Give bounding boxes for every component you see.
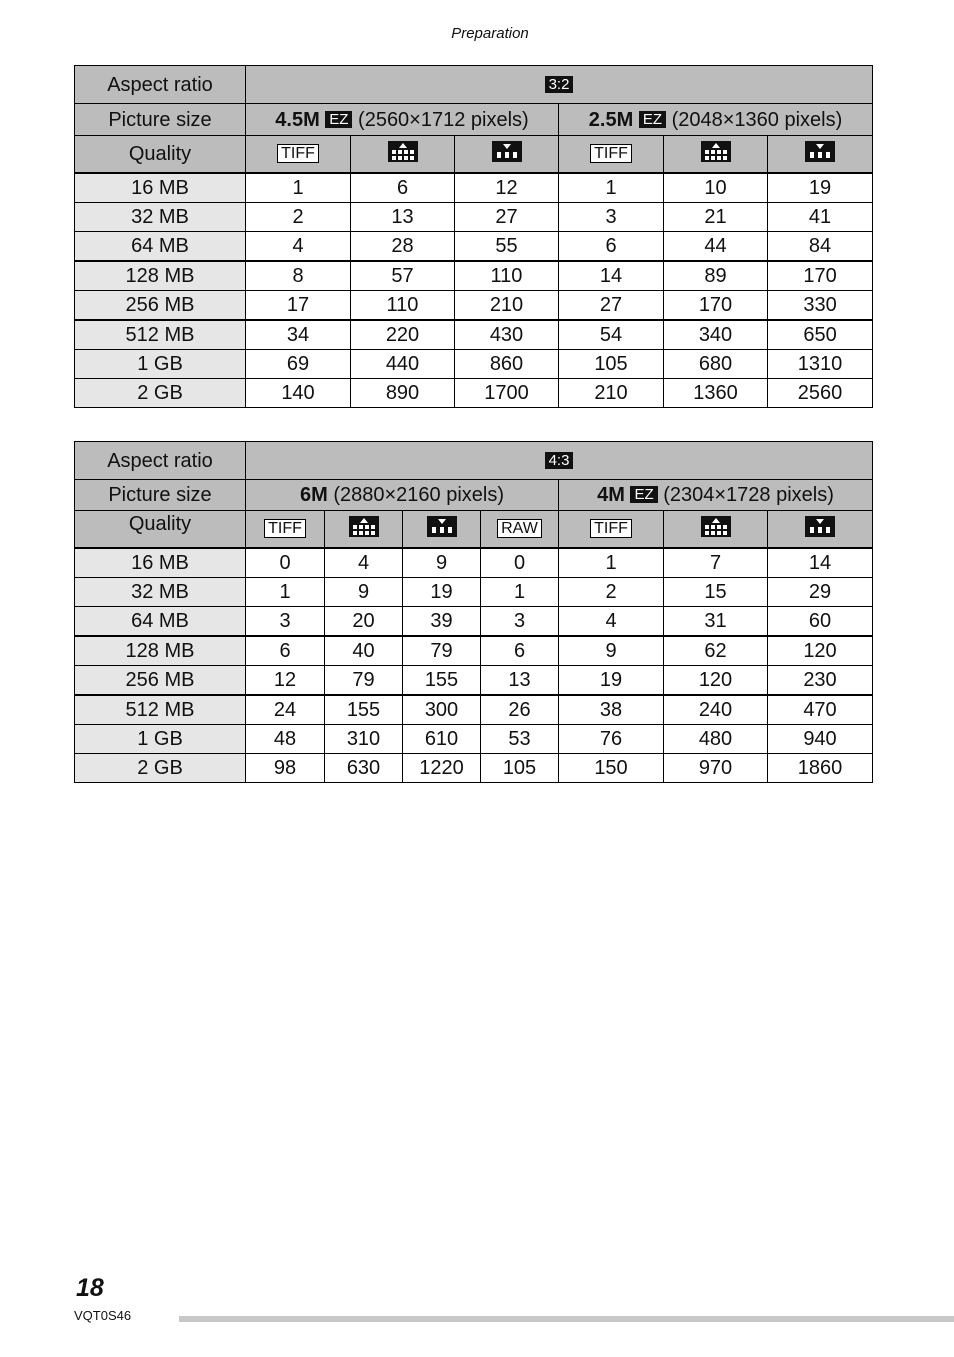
picture-count-cell: 7 [664, 548, 768, 578]
picture-count-cell: 4 [559, 607, 664, 637]
picture-count-cell: 57 [351, 261, 455, 291]
picture-count-cell: 155 [325, 695, 403, 725]
picture-count-cell: 89 [664, 261, 768, 291]
picture-count-cell: 34 [246, 320, 351, 350]
card-capacity-label: 256 MB [75, 666, 246, 696]
card-capacity-label: 64 MB [75, 232, 246, 262]
quality-standard-icon [805, 141, 835, 170]
picture-count-cell: 240 [664, 695, 768, 725]
quality-tiff [246, 136, 351, 174]
card-capacity-label: 1 GB [75, 350, 246, 379]
picture-size-b [559, 480, 873, 511]
picture-count-cell: 2560 [768, 379, 873, 408]
picture-count-cell: 1700 [455, 379, 559, 408]
picture-count-cell: 170 [664, 291, 768, 321]
table-row [75, 666, 873, 696]
aspect-ratio-label: Aspect ratio [75, 442, 246, 480]
picture-size-pixels: (2304×1728 pixels) [663, 484, 834, 506]
aspect-ratio-badge: 3:2 [545, 76, 574, 93]
picture-count-cell: 28 [351, 232, 455, 262]
picture-size-mp: 4.5M [275, 108, 320, 131]
picture-count-cell: 19 [559, 666, 664, 696]
picture-count-cell: 39 [403, 607, 481, 637]
picture-count-cell: 340 [664, 320, 768, 350]
quality-fine [664, 136, 768, 174]
quality-tiff [246, 511, 325, 549]
tiff-icon: TIFF [590, 519, 632, 538]
picture-count-cell: 6 [559, 232, 664, 262]
quality-label: Quality [75, 136, 246, 174]
picture-count-cell: 20 [325, 607, 403, 637]
aspect-ratio-label: Aspect ratio [75, 66, 246, 104]
picture-count-cell: 19 [768, 173, 873, 203]
picture-count-cell: 4 [246, 232, 351, 262]
footer-bar [179, 1316, 954, 1322]
picture-count-cell: 79 [403, 636, 481, 666]
quality-standard-icon [492, 141, 522, 170]
capacity-table-3-2 [74, 65, 873, 408]
picture-count-cell: 3 [559, 203, 664, 232]
picture-count-cell: 105 [559, 350, 664, 379]
picture-count-cell: 650 [768, 320, 873, 350]
picture-count-cell: 60 [768, 607, 873, 637]
picture-count-cell: 9 [325, 578, 403, 607]
picture-size-pixels: (2560×1712 pixels) [358, 108, 529, 131]
picture-count-cell: 4 [325, 548, 403, 578]
picture-count-cell: 31 [664, 607, 768, 637]
table-row [75, 320, 873, 350]
card-capacity-label: 16 MB [75, 548, 246, 578]
picture-count-cell: 44 [664, 232, 768, 262]
card-capacity-label: 16 MB [75, 173, 246, 203]
picture-count-cell: 13 [481, 666, 559, 696]
card-capacity-label: 32 MB [75, 203, 246, 232]
picture-size-label: Picture size [75, 480, 246, 511]
aspect-ratio-value [246, 66, 873, 104]
table-row [75, 291, 873, 321]
picture-count-cell: 330 [768, 291, 873, 321]
picture-size-pixels: (2048×1360 pixels) [671, 108, 843, 131]
picture-size-mp: 4M [597, 484, 625, 506]
tiff-icon: TIFF [590, 144, 632, 163]
capacity-table-4-3 [74, 441, 873, 783]
picture-size-mp: 2.5M [588, 108, 634, 131]
picture-count-cell: 155 [403, 666, 481, 696]
picture-size-label: Picture size [75, 104, 246, 136]
quality-fine-icon [349, 516, 379, 545]
quality-standard [768, 511, 873, 549]
picture-count-cell: 40 [325, 636, 403, 666]
card-capacity-label: 32 MB [75, 578, 246, 607]
picture-count-cell: 9 [559, 636, 664, 666]
picture-count-cell: 970 [664, 754, 768, 783]
quality-fine-icon [701, 516, 731, 545]
picture-size-mp: 6M [299, 484, 328, 506]
table-row [75, 261, 873, 291]
picture-size-a [246, 104, 559, 136]
picture-count-cell: 19 [403, 578, 481, 607]
table-row [75, 379, 873, 408]
ez-icon: EZ [325, 111, 352, 128]
picture-count-cell: 0 [481, 548, 559, 578]
picture-count-cell: 62 [664, 636, 768, 666]
picture-count-cell: 310 [325, 725, 403, 754]
tiff-icon: TIFF [277, 144, 319, 163]
quality-standard [768, 136, 873, 174]
quality-fine [325, 511, 403, 549]
picture-count-cell: 54 [559, 320, 664, 350]
picture-count-cell: 210 [455, 291, 559, 321]
table-row [75, 232, 873, 262]
quality-standard [403, 511, 481, 549]
picture-count-cell: 8 [246, 261, 351, 291]
picture-count-cell: 210 [559, 379, 664, 408]
table-row [75, 548, 873, 578]
quality-fine [664, 511, 768, 549]
page-header: Preparation [451, 25, 529, 42]
picture-count-cell: 150 [559, 754, 664, 783]
table-row [75, 578, 873, 607]
picture-count-cell: 680 [664, 350, 768, 379]
picture-count-cell: 15 [664, 578, 768, 607]
ez-icon: EZ [639, 111, 666, 128]
picture-count-cell: 220 [351, 320, 455, 350]
picture-count-cell: 53 [481, 725, 559, 754]
table-row [75, 725, 873, 754]
picture-count-cell: 27 [455, 203, 559, 232]
aspect-ratio-value [246, 442, 873, 480]
quality-fine [351, 136, 455, 174]
picture-count-cell: 9 [403, 548, 481, 578]
quality-label: Quality [75, 511, 246, 549]
picture-count-cell: 12 [455, 173, 559, 203]
table-row [75, 203, 873, 232]
picture-count-cell: 76 [559, 725, 664, 754]
picture-count-cell: 1 [246, 173, 351, 203]
picture-count-cell: 14 [559, 261, 664, 291]
picture-count-cell: 1 [559, 173, 664, 203]
picture-count-cell: 10 [664, 173, 768, 203]
raw-icon: RAW [497, 519, 542, 538]
quality-standard [455, 136, 559, 174]
document-code: VQT0S46 [74, 1308, 132, 1323]
picture-count-cell: 630 [325, 754, 403, 783]
page-number: 18 [76, 1274, 104, 1302]
quality-tiff [559, 511, 664, 549]
table-row [75, 636, 873, 666]
picture-count-cell: 480 [664, 725, 768, 754]
picture-count-cell: 1 [481, 578, 559, 607]
card-capacity-label: 128 MB [75, 636, 246, 666]
picture-count-cell: 300 [403, 695, 481, 725]
table-row [75, 695, 873, 725]
ez-icon: EZ [630, 486, 657, 503]
picture-count-cell: 14 [768, 548, 873, 578]
tiff-icon: TIFF [264, 519, 306, 538]
picture-count-cell: 890 [351, 379, 455, 408]
table-row [75, 350, 873, 379]
quality-standard-icon [427, 516, 457, 545]
picture-count-cell: 27 [559, 291, 664, 321]
picture-count-cell: 21 [664, 203, 768, 232]
picture-count-cell: 940 [768, 725, 873, 754]
picture-count-cell: 440 [351, 350, 455, 379]
picture-count-cell: 6 [351, 173, 455, 203]
picture-count-cell: 110 [351, 291, 455, 321]
picture-count-cell: 3 [481, 607, 559, 637]
picture-count-cell: 2 [246, 203, 351, 232]
card-capacity-label: 128 MB [75, 261, 246, 291]
picture-size-pixels: (2880×2160 pixels) [333, 484, 505, 506]
picture-count-cell: 860 [455, 350, 559, 379]
card-capacity-label: 512 MB [75, 320, 246, 350]
picture-size-a [246, 480, 559, 511]
picture-count-cell: 105 [481, 754, 559, 783]
picture-count-cell: 3 [246, 607, 325, 637]
picture-count-cell: 13 [351, 203, 455, 232]
picture-count-cell: 170 [768, 261, 873, 291]
picture-count-cell: 6 [246, 636, 325, 666]
picture-count-cell: 55 [455, 232, 559, 262]
aspect-ratio-badge: 4:3 [545, 452, 574, 469]
picture-count-cell: 1860 [768, 754, 873, 783]
card-capacity-label: 2 GB [75, 754, 246, 783]
card-capacity-label: 256 MB [75, 291, 246, 321]
picture-count-cell: 98 [246, 754, 325, 783]
card-capacity-label: 64 MB [75, 607, 246, 637]
picture-count-cell: 12 [246, 666, 325, 696]
picture-count-cell: 1360 [664, 379, 768, 408]
card-capacity-label: 1 GB [75, 725, 246, 754]
picture-count-cell: 0 [246, 548, 325, 578]
quality-raw [481, 511, 559, 549]
picture-count-cell: 17 [246, 291, 351, 321]
picture-count-cell: 38 [559, 695, 664, 725]
quality-fine-icon [701, 141, 731, 170]
picture-count-cell: 41 [768, 203, 873, 232]
picture-count-cell: 29 [768, 578, 873, 607]
picture-size-b [559, 104, 873, 136]
quality-fine-icon [388, 141, 418, 170]
picture-count-cell: 69 [246, 350, 351, 379]
picture-count-cell: 120 [664, 666, 768, 696]
table-row [75, 173, 873, 203]
picture-count-cell: 1 [246, 578, 325, 607]
picture-count-cell: 1220 [403, 754, 481, 783]
picture-count-cell: 430 [455, 320, 559, 350]
picture-count-cell: 470 [768, 695, 873, 725]
picture-count-cell: 140 [246, 379, 351, 408]
table-row [75, 754, 873, 783]
picture-count-cell: 110 [455, 261, 559, 291]
picture-count-cell: 2 [559, 578, 664, 607]
table-row [75, 607, 873, 637]
card-capacity-label: 2 GB [75, 379, 246, 408]
picture-count-cell: 6 [481, 636, 559, 666]
picture-count-cell: 48 [246, 725, 325, 754]
picture-count-cell: 79 [325, 666, 403, 696]
card-capacity-label: 512 MB [75, 695, 246, 725]
picture-count-cell: 120 [768, 636, 873, 666]
quality-tiff [559, 136, 664, 174]
picture-count-cell: 610 [403, 725, 481, 754]
picture-count-cell: 1310 [768, 350, 873, 379]
picture-count-cell: 1 [559, 548, 664, 578]
picture-count-cell: 84 [768, 232, 873, 262]
picture-count-cell: 230 [768, 666, 873, 696]
quality-standard-icon [805, 516, 835, 545]
picture-count-cell: 26 [481, 695, 559, 725]
picture-count-cell: 24 [246, 695, 325, 725]
